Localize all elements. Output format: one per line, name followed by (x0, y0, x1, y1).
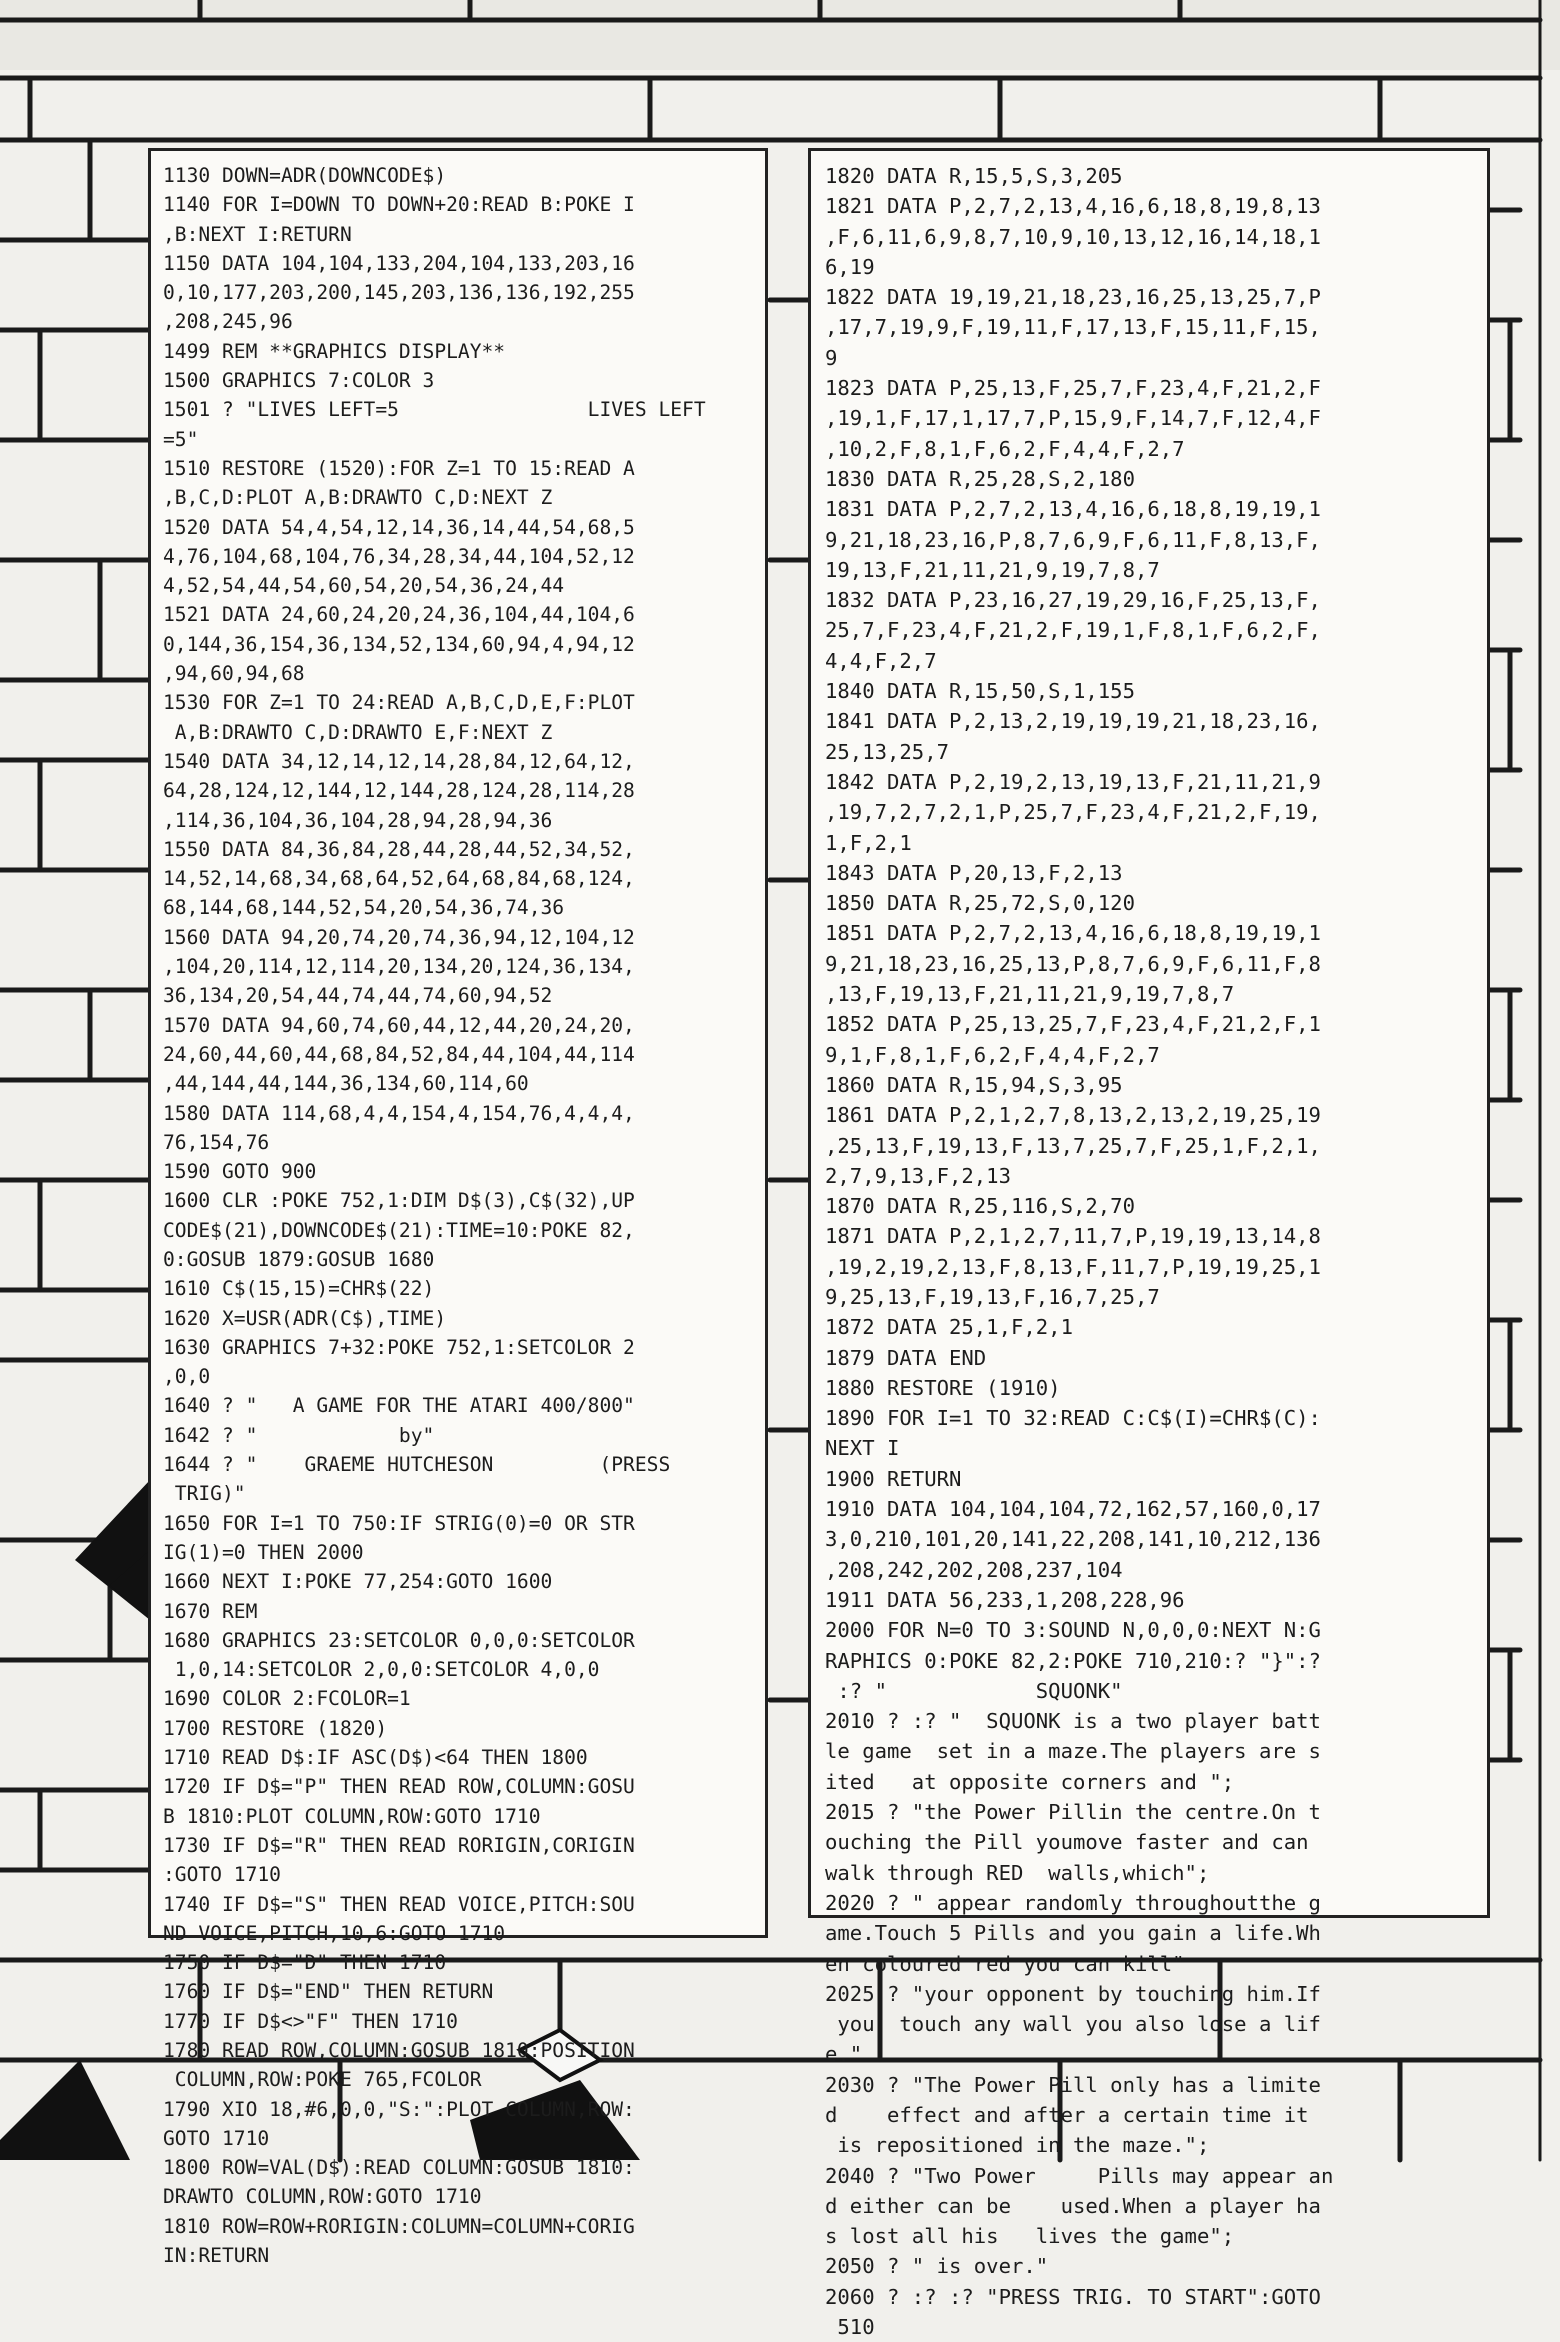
code-line: 0:GOSUB 1879:GOSUB 1680 (163, 1247, 435, 1271)
code-line: ,17,7,19,9,F,19,11,F,17,13,F,15,11,F,15, (825, 315, 1321, 340)
code-line: ,10,2,F,8,1,F,6,2,F,4,4,F,2,7 (825, 436, 1185, 461)
code-line: DRAWTO COLUMN,ROW:GOTO 1710 (163, 2185, 482, 2209)
code-line: 9,1,F,8,1,F,6,2,F,4,4,F,2,7 (825, 1042, 1160, 1067)
code-line: CODE$(21),DOWNCODE$(21):TIME=10:POKE 82, (163, 1218, 635, 1242)
code-line: 1831 DATA P,2,7,2,13,4,16,6,18,8,19,19,1 (825, 497, 1321, 522)
code-line: 76,154,76 (163, 1130, 270, 1154)
code-line: 1843 DATA P,20,13,F,2,13 (825, 860, 1123, 885)
code-line: 1530 FOR Z=1 TO 24:READ A,B,C,D,E,F:PLOT (163, 691, 635, 715)
code-line: 36,134,20,54,44,74,44,74,60,94,52 (163, 984, 553, 1008)
code-line: 1570 DATA 94,60,74,60,44,12,44,20,24,20, (163, 1013, 635, 1037)
code-line: 1823 DATA P,25,13,F,25,7,F,23,4,F,21,2,F (825, 376, 1321, 401)
code-line: 2030 ? "The Power Pill only has a limite (825, 2072, 1321, 2097)
code-line: 2040 ? "Two Power Pills may appear an (825, 2163, 1334, 2188)
code-line: ,F,6,11,6,9,8,7,10,9,10,13,12,16,14,18,1 (825, 224, 1321, 249)
code-line: 25,7,F,23,4,F,21,2,F,19,1,F,8,1,F,6,2,F, (825, 618, 1321, 643)
code-line: 1750 IF D$="D" THEN 1710 (163, 1951, 447, 1975)
code-line: ,0,0 (163, 1365, 211, 1389)
code-line: en coloured red you can kill" (825, 1951, 1185, 1976)
code-line: 1660 NEXT I:POKE 77,254:GOTO 1600 (163, 1570, 553, 1594)
code-line: 1872 DATA 25,1,F,2,1 (825, 1315, 1073, 1340)
code-line: 1870 DATA R,25,116,S,2,70 (825, 1194, 1135, 1219)
code-line: 1860 DATA R,15,94,S,3,95 (825, 1072, 1123, 1097)
code-line: 1500 GRAPHICS 7:COLOR 3 (163, 369, 435, 393)
code-line: 4,52,54,44,54,60,54,20,54,36,24,44 (163, 574, 565, 598)
code-line: ,94,60,94,68 (163, 662, 305, 686)
code-line: le game set in a maze.The players are s (825, 1739, 1321, 1764)
code-line: 1610 C$(15,15)=CHR$(22) (163, 1277, 435, 1301)
code-line: 1,F,2,1 (825, 830, 912, 855)
code-line: 1760 IF D$="END" THEN RETURN (163, 1980, 494, 2004)
code-line: 0,144,36,154,36,134,52,134,60,94,4,94,12 (163, 632, 635, 656)
code-line: 1680 GRAPHICS 23:SETCOLOR 0,0,0:SETCOLOR (163, 1628, 635, 1652)
code-line: 0,10,177,203,200,145,203,136,136,192,255 (163, 281, 635, 305)
code-line: ,B,C,D:PLOT A,B:DRAWTO C,D:NEXT Z (163, 486, 553, 510)
code-line: 1600 CLR :POKE 752,1:DIM D$(3),C$(32),UP (163, 1189, 635, 1213)
code-line: 1832 DATA P,23,16,27,19,29,16,F,25,13,F, (825, 588, 1321, 613)
code-line: 2020 ? " appear randomly throughoutthe g (825, 1890, 1321, 1915)
code-line: 1842 DATA P,2,19,2,13,19,13,F,21,11,21,9 (825, 769, 1321, 794)
code-line: 2025 ? "your opponent by touching him.If (825, 1981, 1321, 2006)
code-line: 1841 DATA P,2,13,2,19,19,19,21,18,23,16, (825, 709, 1321, 734)
code-line: 4,76,104,68,104,76,34,28,34,44,104,52,12 (163, 544, 635, 568)
code-line: A,B:DRAWTO C,D:DRAWTO E,F:NEXT Z (163, 720, 553, 744)
code-line: 1700 RESTORE (1820) (163, 1716, 388, 1740)
code-line: 4,4,F,2,7 (825, 648, 937, 673)
code-line: 1820 DATA R,15,5,S,3,205 (825, 164, 1123, 188)
code-line: 1800 ROW=VAL(D$):READ COLUMN:GOSUB 1810: (163, 2156, 635, 2180)
code-line: 1861 DATA P,2,1,2,7,8,13,2,13,2,19,25,19 (825, 1103, 1321, 1128)
code-line: 1560 DATA 94,20,74,20,74,36,94,12,104,12 (163, 925, 635, 949)
basic-listing-left (148, 148, 768, 2268)
code-line: d either can be used.When a player ha (825, 2193, 1321, 2218)
code-line: 14,52,14,68,34,68,64,52,64,68,84,68,124, (163, 867, 635, 891)
code-line: is repositioned in the maze."; (825, 2133, 1210, 2158)
code-line: 2000 FOR N=0 TO 3:SOUND N,0,0,0:NEXT N:G (825, 1618, 1321, 1643)
code-line: 9,25,13,F,19,13,F,16,7,25,7 (825, 1284, 1160, 1309)
code-line: 1911 DATA 56,233,1,208,228,96 (825, 1587, 1185, 1612)
code-line: 1730 IF D$="R" THEN READ RORIGIN,CORIGIN (163, 1833, 635, 1857)
code-line: 2010 ? :? " SQUONK is a two player batt (825, 1709, 1321, 1734)
code-line: 2050 ? " is over." (825, 2254, 1049, 2279)
code-line: 1822 DATA 19,19,21,18,23,16,25,13,25,7,P (825, 285, 1321, 310)
code-line: walk through RED walls,which"; (825, 1860, 1210, 1885)
code-line: ND VOICE,PITCH,10,6:GOTO 1710 (163, 1921, 506, 1945)
code-line: GOTO 1710 (163, 2126, 270, 2150)
code-line: 1840 DATA R,15,50,S,1,155 (825, 679, 1135, 704)
code-line: ,13,F,19,13,F,21,11,21,9,19,7,8,7 (825, 982, 1235, 1007)
code-line: ,44,144,44,144,36,134,60,114,60 (163, 1072, 529, 1096)
code-line: 9 (825, 345, 838, 370)
code-line: B 1810:PLOT COLUMN,ROW:GOTO 1710 (163, 1804, 541, 1828)
code-line: TRIG)" (163, 1482, 246, 1506)
code-line: 9,21,18,23,16,25,13,P,8,7,6,9,F,6,11,F,8 (825, 951, 1321, 976)
code-line: 6,19 (825, 254, 875, 279)
code-line: 9,21,18,23,16,P,8,7,6,9,F,6,11,F,8,13,F, (825, 527, 1321, 552)
code-line: 1690 COLOR 2:FCOLOR=1 (163, 1687, 411, 1711)
code-line: 1150 DATA 104,104,133,204,104,133,203,16 (163, 251, 635, 275)
code-line: you touch any wall you also lose a lif (825, 2012, 1321, 2037)
code-line: ouching the Pill youmove faster and can (825, 1830, 1309, 1855)
code-line: 1790 XIO 18,#6,0,0,"S:":PLOT COLUMN,ROW: (163, 2097, 635, 2121)
code-line: 1879 DATA END (825, 1345, 987, 1370)
code-line: NEXT I (825, 1436, 900, 1461)
code-line: 2015 ? "the Power Pillin the centre.On t (825, 1800, 1321, 1825)
code-line: 1550 DATA 84,36,84,28,44,28,44,52,34,52, (163, 837, 635, 861)
code-line: 64,28,124,12,144,12,144,28,124,28,114,28 (163, 779, 635, 803)
code-line: IN:RETURN (163, 2244, 270, 2268)
code-line: d effect and after a certain time it (825, 2103, 1309, 2127)
code-line: 1670 REM (163, 1599, 258, 1623)
code-line: 1720 IF D$="P" THEN READ ROW,COLUMN:GOSU (163, 1775, 635, 1799)
code-line: 1900 RETURN (825, 1466, 962, 1491)
code-line: 1644 ? " GRAEME HUTCHESON (PRESS (163, 1453, 671, 1477)
code-line: COLUMN,ROW:POKE 765,FCOLOR (163, 2068, 482, 2092)
code-line: ,19,7,2,7,2,1,P,25,7,F,23,4,F,21,2,F,19, (825, 800, 1321, 825)
code-line: 1851 DATA P,2,7,2,13,4,16,6,18,8,19,19,1 (825, 921, 1321, 946)
code-line: 1510 RESTORE (1520):FOR Z=1 TO 15:READ A (163, 456, 635, 480)
code-line: 1650 FOR I=1 TO 750:IF STRIG(0)=0 OR STR (163, 1511, 635, 1535)
code-line: 1501 ? "LIVES LEFT=5 LIVES LEFT (163, 398, 706, 422)
code-line: 1130 DOWN=ADR(DOWNCODE$) (163, 164, 447, 187)
code-line: 1810 ROW=ROW+RORIGIN:COLUMN=COLUMN+CORIG (163, 2214, 635, 2238)
code-line: ,19,2,19,2,13,F,8,13,F,11,7,P,19,19,25,1 (825, 1254, 1321, 1279)
code-line: ame.Touch 5 Pills and you gain a life.Wh (825, 1921, 1321, 1946)
code-line: 1821 DATA P,2,7,2,13,4,16,6,18,8,19,8,13 (825, 194, 1321, 219)
code-line: =5" (163, 427, 199, 451)
code-line: 1910 DATA 104,104,104,72,162,57,160,0,17 (825, 1497, 1321, 1522)
code-line: 1850 DATA R,25,72,S,0,120 (825, 891, 1135, 916)
code-line: 19,13,F,21,11,21,9,19,7,8,7 (825, 557, 1160, 582)
code-line: 1140 FOR I=DOWN TO DOWN+20:READ B:POKE I (163, 193, 635, 217)
code-line: 1871 DATA P,2,1,2,7,11,7,P,19,19,13,14,8 (825, 1224, 1321, 1249)
code-line: ,104,20,114,12,114,20,134,20,124,36,134, (163, 955, 635, 979)
code-line: 2060 ? :? :? "PRESS TRIG. TO START":GOTO (825, 2284, 1321, 2309)
code-line: 24,60,44,60,44,68,84,52,84,44,104,44,114 (163, 1042, 635, 1066)
code-line: 1852 DATA P,25,13,25,7,F,23,4,F,21,2,F,1 (825, 1012, 1321, 1037)
basic-listing-right (808, 148, 1490, 2340)
code-line: 68,144,68,144,52,54,20,54,36,74,36 (163, 896, 565, 920)
code-line: 1590 GOTO 900 (163, 1160, 317, 1184)
code-line: ,19,1,F,17,1,17,7,P,15,9,F,14,7,F,12,4,F (825, 406, 1321, 431)
code-line: 1830 DATA R,25,28,S,2,180 (825, 466, 1135, 491)
code-line: s lost all his lives the game"; (825, 2224, 1235, 2249)
code-line: :GOTO 1710 (163, 1863, 281, 1887)
code-line: 1520 DATA 54,4,54,12,14,36,14,44,54,68,5 (163, 515, 635, 539)
code-line: ,B:NEXT I:RETURN (163, 222, 352, 246)
code-line: 1521 DATA 24,60,24,20,24,36,104,44,104,6 (163, 603, 635, 627)
code-line: 1,0,14:SETCOLOR 2,0,0:SETCOLOR 4,0,0 (163, 1658, 600, 1682)
code-line: ,25,13,F,19,13,F,13,7,25,7,F,25,1,F,2,1, (825, 1133, 1321, 1158)
code-line: 1890 FOR I=1 TO 32:READ C:C$(I)=CHR$(C): (825, 1406, 1321, 1431)
code-line: ,208,245,96 (163, 310, 293, 334)
code-line: 1740 IF D$="S" THEN READ VOICE,PITCH:SOU (163, 1892, 635, 1916)
code-line: 25,13,25,7 (825, 739, 949, 764)
code-line: 1580 DATA 114,68,4,4,154,4,154,76,4,4,4, (163, 1101, 635, 1125)
code-line: 1630 GRAPHICS 7+32:POKE 752,1:SETCOLOR 2 (163, 1335, 635, 1359)
code-line: 1880 RESTORE (1910) (825, 1375, 1061, 1400)
code-line: 3,0,210,101,20,141,22,208,141,10,212,136 (825, 1527, 1321, 1552)
code-line: 1780 READ ROW,COLUMN:GOSUB 1810:POSITION (163, 2039, 635, 2062)
code-line: 1642 ? " by" (163, 1423, 435, 1447)
code-line: :? " SQUONK" (825, 1678, 1123, 1703)
code-line: IG(1)=0 THEN 2000 (163, 1540, 364, 1564)
code-line: 1540 DATA 34,12,14,12,14,28,84,12,64,12, (163, 749, 635, 773)
code-line: 1640 ? " A GAME FOR THE ATARI 400/800" (163, 1394, 635, 1418)
code-line: 510 (825, 2315, 875, 2340)
code-line: ,208,242,202,208,237,104 (825, 1557, 1123, 1582)
code-line: 2,7,9,13,F,2,13 (825, 1163, 1011, 1188)
code-line: ited at opposite corners and "; (825, 1769, 1235, 1794)
code-line: 1620 X=USR(ADR(C$),TIME) (163, 1306, 447, 1330)
code-line: 1770 IF D$<>"F" THEN 1710 (163, 2009, 458, 2033)
code-line: 1499 REM **GRAPHICS DISPLAY** (163, 339, 506, 363)
code-line: 1710 READ D$:IF ASC(D$)<64 THEN 1800 (163, 1746, 588, 1770)
code-line: e." (825, 2042, 863, 2067)
code-line: RAPHICS 0:POKE 82,2:POKE 710,210:? "}":? (825, 1648, 1321, 1673)
code-line: ,114,36,104,36,104,28,94,28,94,36 (163, 808, 553, 832)
